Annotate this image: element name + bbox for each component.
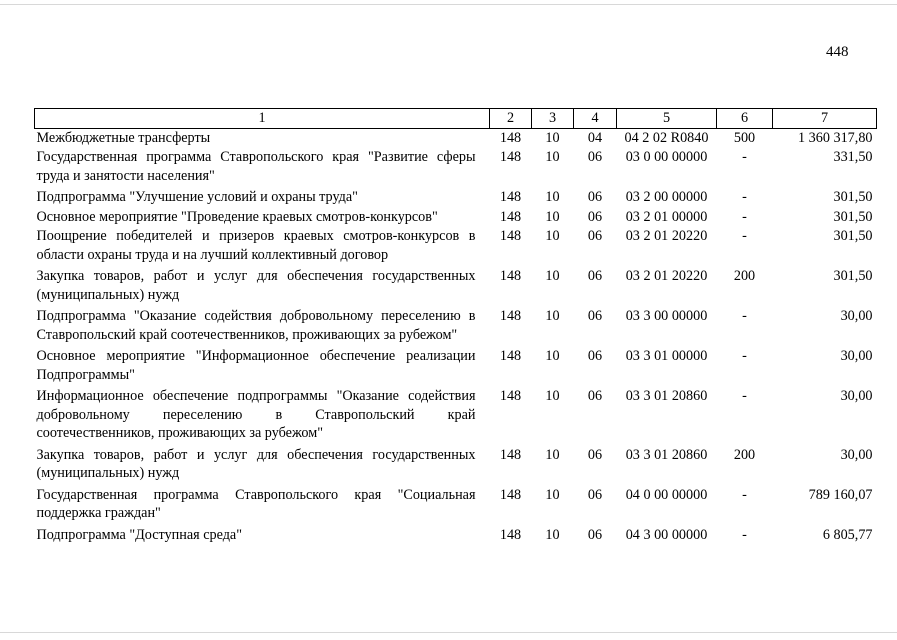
row-section: 10 xyxy=(545,446,560,463)
column-header: 7 xyxy=(773,109,877,129)
header-row xyxy=(35,109,877,129)
row-section: 10 xyxy=(545,149,560,165)
row-expense-type: - xyxy=(742,388,747,404)
row-subsection: 04 xyxy=(587,129,603,146)
row-amount: 789 160,07 xyxy=(808,486,873,503)
row-target-code: 04 3 00 00000 xyxy=(625,526,708,543)
row-target-code: 03 3 01 20860 xyxy=(625,388,708,404)
row-amount: 301,50 xyxy=(833,228,873,244)
row-ministry: 148 xyxy=(499,486,522,503)
table-row xyxy=(35,188,877,208)
row-ministry: 148 xyxy=(499,228,522,244)
table-row xyxy=(35,526,877,546)
row-expense-type: - xyxy=(742,486,747,503)
table-row xyxy=(35,486,877,526)
row-section: 10 xyxy=(545,308,560,324)
row-name: Закупка товаров, работ и услуг для обеспечения государственных (муниципальных) нужд xyxy=(36,446,476,481)
row-ministry: 148 xyxy=(499,208,522,225)
row-section: 10 xyxy=(545,208,560,225)
row-expense-type: - xyxy=(742,149,747,165)
row-name: Информационное обеспечение подпрограммы "Оказание содействия добровольному переселению в Ставропольский край соотечественников, проживающих за рубежом" xyxy=(36,388,476,441)
row-section: 10 xyxy=(545,189,560,205)
table-row xyxy=(35,347,877,387)
row-subsection: 06 xyxy=(587,486,603,503)
row-subsection: 06 xyxy=(587,228,603,244)
row-subsection: 06 xyxy=(587,446,603,463)
row-target-code: 03 3 01 20860 xyxy=(625,446,708,463)
row-ministry: 148 xyxy=(499,308,522,324)
row-amount: 331,50 xyxy=(833,149,873,165)
row-name: Закупка товаров, работ и услуг для обеспечения государственных (муниципальных) нужд xyxy=(36,268,476,303)
row-ministry: 148 xyxy=(499,526,522,543)
row-section: 10 xyxy=(545,268,560,284)
row-target-code: 03 3 01 00000 xyxy=(625,348,708,364)
row-name: Межбюджетные трансферты xyxy=(36,129,211,146)
table-row xyxy=(35,267,877,307)
row-section: 10 xyxy=(545,526,560,543)
table-row xyxy=(35,387,877,446)
row-ministry: 148 xyxy=(499,129,522,146)
row-subsection: 06 xyxy=(587,348,603,364)
row-name: Подпрограмма "Улучшение условий и охраны труда" xyxy=(36,189,358,205)
row-target-code: 03 2 00 00000 xyxy=(625,189,708,205)
row-amount: 6 805,77 xyxy=(822,526,873,543)
row-target-code: 04 0 00 00000 xyxy=(625,486,708,503)
row-name: Подпрограмма "Оказание содействия добровольному переселению в Ставропольский край соотечественников, проживающих за рубежом" xyxy=(36,308,476,343)
row-name: Государственная программа Ставропольского края "Развитие сферы труда и занятости населения" xyxy=(36,149,476,184)
scan-edge-bottom xyxy=(0,632,897,633)
column-header: 4 xyxy=(574,109,617,129)
row-subsection: 06 xyxy=(587,208,603,225)
row-expense-type: - xyxy=(742,189,747,205)
row-target-code: 03 2 01 20220 xyxy=(625,268,708,284)
row-section: 10 xyxy=(545,348,560,364)
row-section: 10 xyxy=(545,486,560,503)
row-amount: 30,00 xyxy=(840,348,873,364)
row-expense-type: 500 xyxy=(733,129,756,146)
row-expense-type: - xyxy=(742,228,747,244)
budget-table xyxy=(34,108,877,545)
row-ministry: 148 xyxy=(499,189,522,205)
row-ministry: 148 xyxy=(499,149,522,165)
row-amount: 30,00 xyxy=(840,388,873,404)
row-expense-type: - xyxy=(742,208,747,225)
column-header: 6 xyxy=(717,109,773,129)
table-row xyxy=(35,128,877,148)
row-target-code: 03 3 00 00000 xyxy=(625,308,708,324)
row-subsection: 06 xyxy=(587,189,603,205)
row-subsection: 06 xyxy=(587,388,603,404)
row-ministry: 148 xyxy=(499,268,522,284)
row-ministry: 148 xyxy=(499,446,522,463)
row-expense-type: 200 xyxy=(733,446,756,463)
column-header: 5 xyxy=(617,109,717,129)
column-header: 2 xyxy=(490,109,532,129)
row-subsection: 06 xyxy=(587,308,603,324)
row-expense-type: - xyxy=(742,348,747,364)
column-header: 1 xyxy=(35,109,490,129)
row-ministry: 148 xyxy=(499,348,522,364)
row-name: Основное мероприятие "Проведение краевых смотров-конкурсов" xyxy=(36,208,438,225)
row-amount: 301,50 xyxy=(833,268,873,284)
row-name: Основное мероприятие "Информационное обеспечение реализации Подпрограммы" xyxy=(36,348,476,383)
row-expense-type: - xyxy=(742,308,747,324)
table-row xyxy=(35,148,877,188)
table-row xyxy=(35,208,877,228)
row-amount: 30,00 xyxy=(840,308,873,324)
row-subsection: 06 xyxy=(587,268,603,284)
row-section: 10 xyxy=(545,228,560,244)
row-subsection: 06 xyxy=(587,526,603,543)
row-target-code: 04 2 02 R0840 xyxy=(624,129,709,146)
row-name: Подпрограмма "Доступная среда" xyxy=(36,526,243,543)
row-name: Государственная программа Ставропольского края "Социальная поддержка граждан" xyxy=(36,486,476,521)
row-amount: 301,50 xyxy=(833,208,873,225)
scan-edge-top xyxy=(0,4,897,5)
row-target-code: 03 0 00 00000 xyxy=(625,149,708,165)
row-name: Поощрение победителей и призеров краевых смотров-конкурсов в области охраны труда и на лучший коллективный договор xyxy=(36,228,476,263)
column-header: 3 xyxy=(532,109,574,129)
row-section: 10 xyxy=(545,388,560,404)
row-target-code: 03 2 01 00000 xyxy=(625,208,708,225)
table-row xyxy=(35,446,877,486)
table-row xyxy=(35,307,877,347)
row-expense-type: 200 xyxy=(733,268,756,284)
row-amount: 30,00 xyxy=(840,446,873,463)
row-ministry: 148 xyxy=(499,388,522,404)
row-section: 10 xyxy=(545,129,560,146)
table-row xyxy=(35,227,877,267)
row-target-code: 03 2 01 20220 xyxy=(625,228,708,244)
row-amount: 301,50 xyxy=(833,189,873,205)
row-subsection: 06 xyxy=(587,149,603,165)
row-amount: 1 360 317,80 xyxy=(798,129,873,146)
page-number: 448 xyxy=(826,44,849,60)
row-expense-type: - xyxy=(742,526,747,543)
